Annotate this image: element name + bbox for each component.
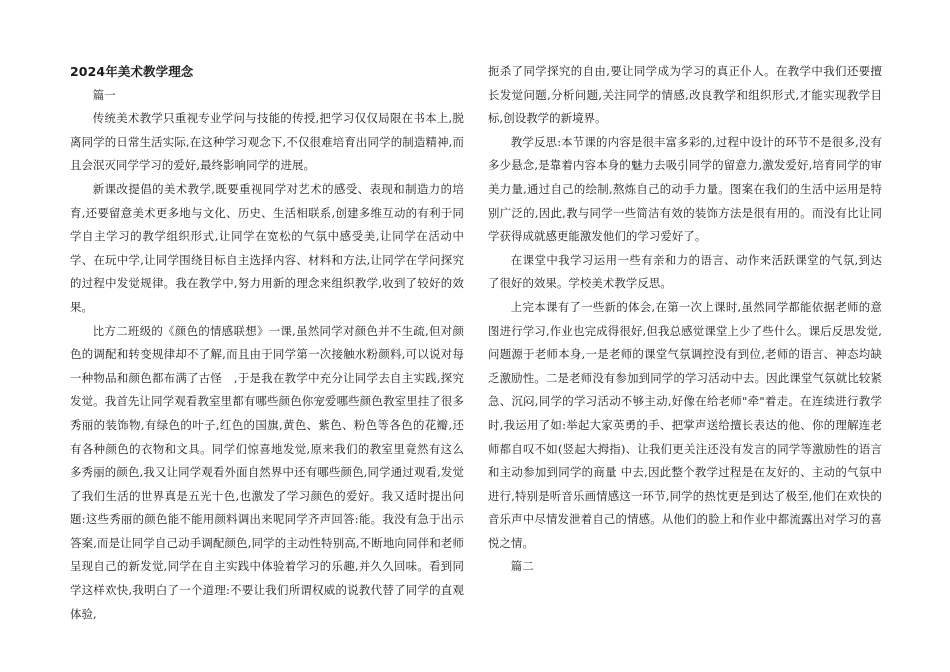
paragraph-continuation: 扼杀了同学探究的自由,要让同学成为学习的真正仆人。在教学中我们还要擅长发觉问题,分析问题,关注同学的情感,改良教学和组织形式,才能实现教学目标,创设教学的新境界。 [488,64,882,126]
paragraph: 教学反思:本节课的内容是很丰富多彩的,过程中设计的环节不是很多,没有多少悬念,是靠着内容本身的魅力去吸引同学的留意力,激发爱好,培育同学的审美力量,通过自己的绘制,熬炼自己的动手力量。图案在我们的生活中运用是特别广泛的,因此,教与同学一些简洁有效的装饰方法是很有用的。而没有比让同学获得成就感更能激发他们的学习爱好了。 [488,134,882,244]
paragraph: 传统美术教学只重视专业学问与技能的传授,把学习仅仅局限在书本上,脱离同学的日常生活实际,在这种学习观念下,不仅很难培育出同学的制造精神,而且会泯灭同学学习的爱好,最终影响同学的进展。 [70,111,464,173]
left-column [70,60,464,626]
document-title: 2024年美术教学理念 [70,64,194,79]
paragraph: 新课改提倡的美术教学,既要重视同学对艺术的感受、表现和制造力的培育,还要留意美术更多地与文化、历史、生活相联系,创建多维互动的有利于同学自主学习的教学组织形式,让同学在宽松的气氛中感受美,让同学在活动中学、在玩中学,让同学围绕目标自主选择内容、材料和方法,让同学在学问探究的过程中发觉规律。我在教学中,努力用新的理念来组织教学,收到了较好的效果。 [70,181,464,314]
paragraph: 比方二班级的《颜色的情感联想》一课,虽然同学对颜色并不生疏,但对颜色的调配和转变规律却不了解,而且由于同学第一次接触水粉颜料,可以说对每一种物品和颜色都布满了古怪 ,于是我在教学中充分让同学去自主实践,探究发觉。我首先让同学观看教室里都有哪些颜色你宠爱哪些颜色教室里挂了很多秀丽的装饰物,有绿色的叶子,红色的国旗,黄色、紫色、粉色等各色的花瓣,还有各种颜色的衣物和文具。同学们惊喜地发觉,原来我们的教室里竟然有这么多秀丽的颜色,我又让同学观看外面自然界中还有哪些颜色,同学通过观看,发觉了我们生活的世界真是五光十色,也激发了学习颜色的爱好。我又适时提出问题:这些秀丽的颜色能不能用颜料调出来呢同学齐声回答:能。我没有急于出示答案,而是让同学自己动手调配颜色,同学的主动性特别高,不断地向同伴和老师呈现自己的新发觉,同学在自主实践中体验着学习的乐趣,并久久回味。看到同学这样欢快,我明白了一个道理:不要让我们所谓权威的说教代替了同学的直观体验, [70,323,464,621]
section-label-2: 篇二 [510,559,534,574]
paragraph: 上完本课有了一些新的体会,在第一次上课时,虽然同学都能依据老师的意图进行学习,作业也完成得很好,但我总感觉课堂上少了些什么。课后反思发觉,问题源于老师本身,一是老师的课堂气氛调控没有到位,老师的语言、神态均缺乏激励性。二是老师没有参加到同学的学习活动中去。因此课堂气氛就比较紧急、沉闷,同学的学习活动不够主动,好像在给老师"牵"着走。在连续进行教学时,我运用了如:举起大家英勇的手、把掌声送给擅长表达的他、你的理解连老师都自叹不如(竖起大拇指)、让我们更关注还没有发言的同学等激励性的语言和主动参加到同学的商量 中去,因此整个教学过程是在友好的、主动的气氛中进行,特别是听音乐画情感这一环节,同学的热忱更是到达了极至,他们在欢快的音乐声中尽情发泄着自己的情感。从他们的脸上和作业中都流露出对学习的喜悦之情。 [488,299,882,550]
paragraph: 在课堂中我学习运用一些有亲和力的语言、动作来活跃课堂的气氛,到达了很好的效果。学校美术教学反思。 [488,252,882,291]
section-label-1: 篇一 [92,87,116,102]
right-column [488,60,882,579]
